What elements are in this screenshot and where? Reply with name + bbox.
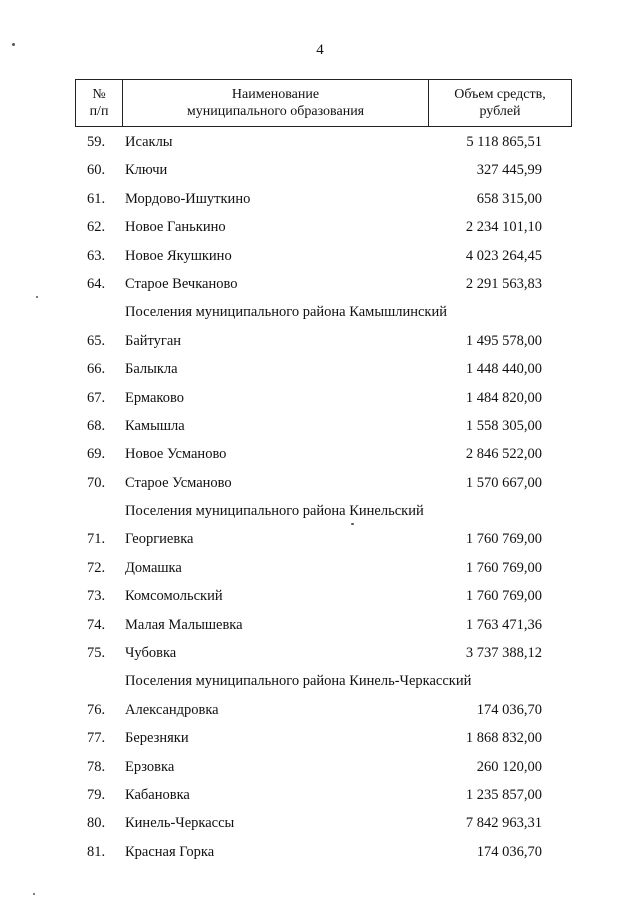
header-volume-cell — [429, 80, 571, 126]
row-volume: 658 315,00 — [476, 190, 542, 207]
scan-speck — [36, 296, 38, 298]
table-row — [0, 470, 640, 498]
row-name: Балыкла — [125, 361, 178, 378]
row-volume: 1 235 857,00 — [465, 786, 542, 803]
row-volume: 2 234 101,10 — [465, 219, 542, 236]
table-row — [0, 413, 640, 441]
table-row — [0, 356, 640, 384]
row-name: Кинель-Черкассы — [125, 815, 235, 832]
table-row — [0, 555, 640, 583]
section-heading: Поселения муниципального района Камышлинский — [125, 304, 447, 321]
table-row — [0, 157, 640, 185]
table-row — [0, 328, 640, 356]
page-number: 4 — [316, 42, 324, 58]
row-number: 60. — [87, 162, 106, 179]
section-heading: Поселения муниципального района Кинельский — [125, 503, 424, 520]
table-row — [0, 725, 640, 753]
row-name: Георгиевка — [125, 531, 194, 548]
row-number: 80. — [87, 815, 106, 832]
row-volume: 174 036,70 — [476, 701, 542, 718]
row-number: 66. — [87, 361, 106, 378]
row-name: Мордово-Ишуткино — [125, 190, 251, 207]
row-name: Старое Усманово — [125, 474, 232, 491]
row-name: Домашка — [125, 559, 182, 576]
row-volume: 1 760 769,00 — [465, 531, 542, 548]
row-volume: 7 842 963,31 — [465, 815, 542, 832]
row-volume: 1 760 769,00 — [465, 559, 542, 576]
row-number: 63. — [87, 247, 106, 264]
header-name-line1: Наименование — [231, 87, 320, 102]
row-volume: 1 448 440,00 — [465, 361, 542, 378]
row-name: Александровка — [125, 701, 219, 718]
section-heading-row — [0, 668, 640, 696]
row-volume: 1 495 578,00 — [465, 332, 542, 349]
row-name: Чубовка — [125, 645, 177, 662]
row-volume: 2 291 563,83 — [465, 275, 542, 292]
row-volume: 1 484 820,00 — [465, 389, 542, 406]
row-number: 69. — [87, 446, 106, 463]
table-row — [0, 697, 640, 725]
row-number: 65. — [87, 332, 106, 349]
row-name: Новое Якушкино — [125, 247, 232, 264]
row-name: Байтуган — [125, 332, 182, 349]
header-volume-line1: Объем средств, — [454, 87, 546, 102]
row-number: 59. — [87, 134, 106, 150]
table-row — [0, 243, 640, 271]
section-heading: Поселения муниципального района Кинель-Черкасский — [125, 673, 472, 690]
row-volume: 1 558 305,00 — [465, 417, 542, 434]
row-number: 76. — [87, 701, 106, 718]
row-name: Ключи — [125, 162, 168, 179]
row-volume: 1 763 471,36 — [465, 616, 542, 633]
header-volume-line2: рублей — [479, 104, 521, 119]
row-number: 79. — [87, 786, 106, 803]
table-header — [75, 79, 572, 127]
header-name-cell — [123, 80, 429, 126]
scan-speck — [33, 893, 35, 895]
row-volume: 327 445,99 — [476, 162, 542, 179]
row-name: Ерзовка — [125, 758, 175, 775]
table-row — [0, 839, 640, 867]
row-name: Исаклы — [125, 134, 173, 150]
table-row — [0, 612, 640, 640]
header-number-line2: п/п — [89, 104, 109, 119]
table-row — [0, 214, 640, 242]
table-row — [0, 129, 640, 157]
row-name: Старое Вечканово — [125, 275, 238, 292]
row-number: 62. — [87, 219, 106, 236]
table-row — [0, 640, 640, 668]
row-number: 61. — [87, 190, 106, 207]
section-heading-row — [0, 498, 640, 526]
row-name: Комсомольский — [125, 588, 223, 605]
row-name: Новое Ганькино — [125, 219, 226, 236]
row-name: Березняки — [125, 730, 189, 747]
section-heading-row — [0, 299, 640, 327]
row-number: 81. — [87, 843, 106, 860]
row-volume: 4 023 264,45 — [465, 247, 542, 264]
row-volume: 3 737 388,12 — [465, 645, 542, 662]
row-number: 71. — [87, 531, 106, 548]
row-volume: 260 120,00 — [476, 758, 542, 775]
table-row — [0, 782, 640, 810]
header-number-line1: № — [92, 87, 106, 102]
row-volume: 1 570 667,00 — [465, 474, 542, 491]
row-number: 72. — [87, 559, 106, 576]
scan-speck — [12, 43, 15, 46]
table-row — [0, 385, 640, 413]
row-name: Малая Малышевка — [125, 616, 243, 633]
table-row — [0, 271, 640, 299]
table-row — [0, 810, 640, 838]
row-number: 64. — [87, 275, 106, 292]
table-row — [0, 526, 640, 554]
row-number: 68. — [87, 417, 106, 434]
row-volume: 1 868 832,00 — [465, 730, 542, 747]
row-volume: 5 118 865,51 — [466, 134, 542, 150]
scan-speck — [351, 523, 354, 525]
row-number: 75. — [87, 645, 106, 662]
table-row — [0, 441, 640, 469]
table-body — [0, 129, 640, 867]
row-number: 78. — [87, 758, 106, 775]
header-name-line2: муниципального образования — [186, 104, 365, 119]
row-name: Камышла — [125, 417, 185, 434]
row-number: 70. — [87, 474, 106, 491]
row-number: 77. — [87, 730, 106, 747]
row-name: Красная Горка — [125, 843, 215, 860]
row-name: Ермаково — [125, 389, 184, 406]
table-row — [0, 754, 640, 782]
row-volume: 2 846 522,00 — [465, 446, 542, 463]
row-number: 73. — [87, 588, 106, 605]
row-name: Новое Усманово — [125, 446, 227, 463]
row-name: Кабановка — [125, 786, 190, 803]
row-volume: 174 036,70 — [476, 843, 542, 860]
row-number: 67. — [87, 389, 106, 406]
table-row — [0, 583, 640, 611]
header-number-cell — [76, 80, 123, 126]
row-volume: 1 760 769,00 — [465, 588, 542, 605]
row-number: 74. — [87, 616, 106, 633]
table-row — [0, 186, 640, 214]
